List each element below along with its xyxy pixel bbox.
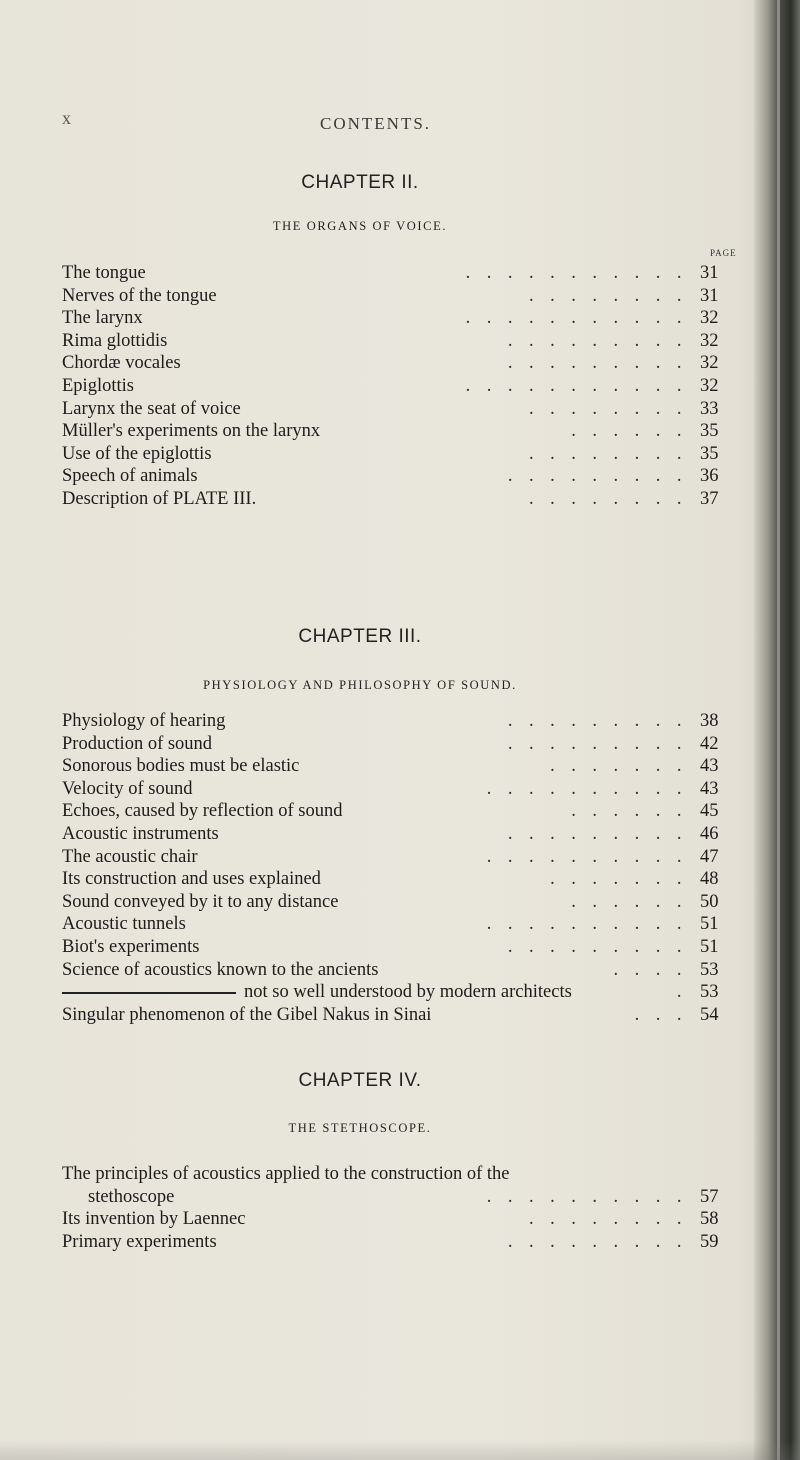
leader-dots: ....... — [550, 756, 698, 777]
chapter-subtitle: PHYSIOLOGY AND PHILOSOPHY OF SOUND. — [203, 678, 517, 692]
entry-label: Speech of animals — [62, 466, 198, 487]
toc-entry — [62, 465, 742, 488]
leader-dots: ......... — [507, 353, 698, 374]
leader-dots: ........ — [529, 398, 698, 419]
entry-page: 35 — [700, 443, 719, 464]
toc-entry — [62, 398, 742, 421]
entry-page: 32 — [700, 330, 719, 351]
leader-dots: .......... — [486, 914, 698, 935]
toc-entry — [62, 800, 742, 823]
entry-page: 37 — [700, 488, 719, 509]
chapter-subtitle: THE STETHOSCOPE. — [288, 1121, 432, 1135]
leader-dots: ........ — [529, 443, 698, 464]
entry-label: The principles of acoustics applied to the construction of the — [62, 1164, 510, 1184]
toc-list-chapter-2 — [62, 262, 742, 511]
toc-entry — [62, 1186, 742, 1209]
entry-page: 43 — [700, 778, 719, 799]
toc-entry — [62, 936, 742, 959]
entry-page: 53 — [700, 982, 719, 1003]
chapter-title: CHAPTER IV. — [298, 1070, 422, 1091]
entry-page: 33 — [700, 398, 719, 419]
toc-entry — [62, 1231, 742, 1254]
toc-entry — [62, 913, 742, 936]
entry-page: 32 — [700, 375, 719, 396]
toc-entry — [62, 1208, 742, 1231]
entry-page: 31 — [700, 285, 719, 306]
leader-dots: ........... — [465, 263, 698, 283]
running-head-title: CONTENTS. — [320, 114, 432, 133]
entry-page: 51 — [700, 914, 719, 935]
entry-label: Acoustic instruments — [62, 823, 219, 844]
toc-entry — [62, 262, 742, 285]
leader-dots: .... — [613, 959, 698, 980]
toc-list-chapter-3 — [62, 710, 742, 1026]
entry-label: Biot's experiments — [62, 936, 200, 957]
leader-dots: ........ — [529, 285, 698, 306]
entry-page: 59 — [700, 1231, 719, 1252]
entry-page: 58 — [700, 1209, 719, 1230]
toc-entry — [62, 1004, 742, 1027]
entry-label: Sound conveyed by it to any distance — [62, 891, 339, 912]
leader-dots: ........ — [529, 488, 698, 509]
entry-page: 50 — [700, 891, 719, 912]
toc-entry-continuation — [62, 981, 742, 1004]
toc-entry — [62, 778, 742, 801]
page-bottom-shadow — [0, 1440, 800, 1460]
entry-label: The larynx — [62, 308, 143, 329]
chapter-title: CHAPTER II. — [301, 172, 419, 193]
toc-entry — [62, 1163, 742, 1186]
leader-dots: .......... — [486, 1186, 698, 1207]
entry-label: Müller's experiments on the larynx — [62, 421, 321, 442]
entry-label: Its construction and uses explained — [62, 869, 321, 890]
toc-entry — [62, 375, 742, 398]
entry-page: 31 — [700, 263, 719, 283]
entry-page: 54 — [700, 1004, 719, 1025]
toc-entry — [62, 959, 742, 982]
entry-label: Sonorous bodies must be elastic — [62, 756, 300, 777]
chapter-title: CHAPTER III. — [298, 626, 422, 647]
leader-dots: .......... — [486, 846, 698, 867]
page-column-label: PAGE — [710, 248, 737, 258]
toc-entry — [62, 352, 742, 375]
entry-label: Velocity of sound — [62, 778, 193, 799]
entry-label: Acoustic tunnels — [62, 914, 186, 935]
leader-dots: . — [676, 982, 698, 1003]
entry-label: Physiology of hearing — [62, 711, 226, 731]
page-edge-stripe — [777, 0, 780, 1460]
toc-entry — [62, 733, 742, 756]
toc-entry — [62, 307, 742, 330]
leader-dots: ......... — [507, 1231, 698, 1252]
entry-label: The acoustic chair — [62, 846, 198, 867]
entry-page: 43 — [700, 756, 719, 777]
entry-page: 46 — [700, 823, 719, 844]
entry-label: Echoes, caused by reflection of sound — [62, 801, 343, 822]
leader-dots: ......... — [507, 733, 698, 754]
entry-page: 47 — [700, 846, 719, 867]
toc-entry — [62, 443, 742, 466]
entry-label: Nerves of the tongue — [62, 285, 217, 306]
toc-entry — [62, 823, 742, 846]
leader-dots: ....... — [550, 869, 698, 890]
toc-entry — [62, 330, 742, 353]
leader-dots: .......... — [486, 778, 698, 799]
toc-entry — [62, 488, 742, 511]
entry-label: stethoscope — [88, 1186, 175, 1207]
leader-dots: ........ — [529, 1209, 698, 1230]
leader-dots: ......... — [507, 466, 698, 487]
leader-dots: ......... — [507, 936, 698, 957]
running-head — [0, 108, 800, 138]
toc-entry — [62, 891, 742, 914]
entry-label: Description of PLATE III. — [62, 488, 257, 509]
entry-page: 32 — [700, 353, 719, 374]
entry-label: not so well understood by modern architects — [244, 982, 572, 1003]
entry-label: Rima glottidis — [62, 330, 168, 351]
toc-entry — [62, 868, 742, 891]
ditto-dash — [62, 992, 236, 994]
toc-entry — [62, 710, 742, 733]
entry-page: 48 — [700, 869, 719, 890]
leader-dots: ........... — [465, 308, 698, 329]
leader-dots: ...... — [571, 801, 698, 822]
entry-page: 53 — [700, 959, 719, 980]
entry-label: Production of sound — [62, 733, 213, 754]
entry-label: Science of acoustics known to the ancients — [62, 959, 379, 980]
entry-page: 38 — [700, 711, 719, 731]
leader-dots: ...... — [571, 891, 698, 912]
entry-label: Singular phenomenon of the Gibel Nakus in Sinai — [62, 1004, 432, 1025]
entry-label: Use of the epiglottis — [62, 443, 212, 464]
entry-label: Primary experiments — [62, 1231, 217, 1252]
toc-entry — [62, 285, 742, 308]
toc-entry — [62, 755, 742, 778]
entry-page: 45 — [700, 801, 719, 822]
leader-dots: ......... — [507, 330, 698, 351]
entry-page: 42 — [700, 733, 719, 754]
entry-label: Its invention by Laennec — [62, 1209, 246, 1230]
entry-page: 36 — [700, 466, 719, 487]
chapter-subtitle: THE ORGANS OF VOICE. — [272, 219, 448, 233]
toc-entry — [62, 846, 742, 869]
entry-label: Epiglottis — [62, 375, 134, 396]
entry-label: Larynx the seat of voice — [62, 398, 241, 419]
toc-entry — [62, 420, 742, 443]
leader-dots: ... — [634, 1004, 698, 1025]
entry-page: 35 — [700, 421, 719, 442]
toc-list-chapter-4 — [62, 1163, 742, 1253]
leader-dots: ......... — [507, 711, 698, 731]
page-folio: x — [62, 108, 71, 128]
leader-dots: ........... — [465, 375, 698, 396]
leader-dots: ......... — [507, 823, 698, 844]
entry-page: 57 — [700, 1186, 719, 1207]
entry-page: 51 — [700, 936, 719, 957]
entry-label: Chordæ vocales — [62, 353, 181, 374]
entry-label: The tongue — [62, 263, 146, 283]
entry-page: 32 — [700, 308, 719, 329]
leader-dots: ...... — [571, 421, 698, 442]
